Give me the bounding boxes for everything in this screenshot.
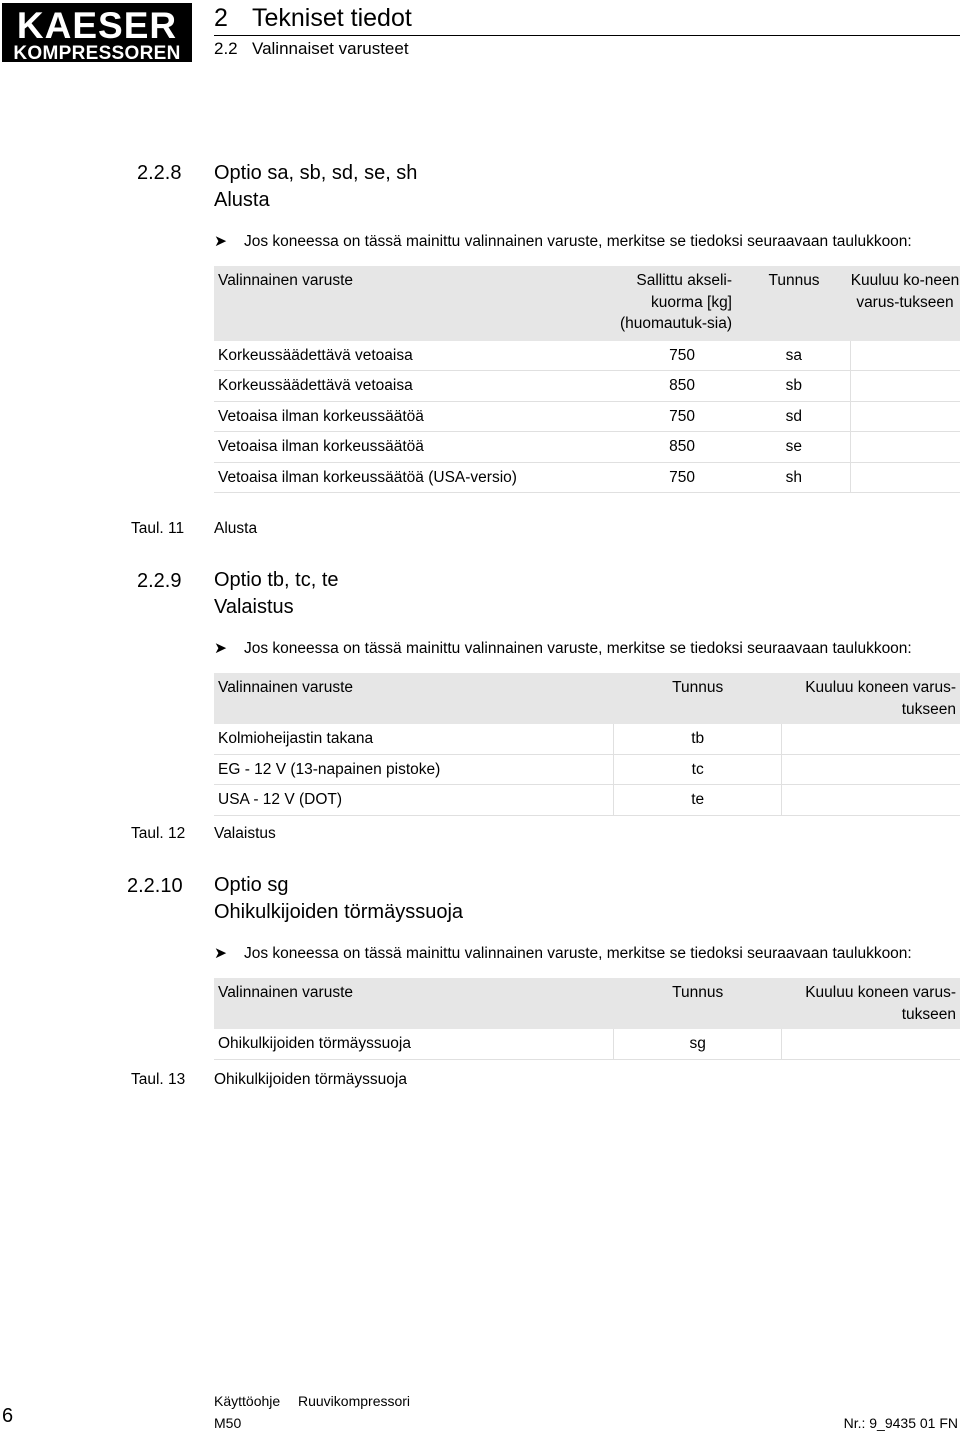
section-2-2-9-title: Optio tb, tc, te Valaistus [214, 569, 339, 618]
header-rule [214, 35, 960, 36]
table-row: Korkeussäädettävä vetoaisa 850 sb [214, 371, 960, 402]
footer-doc-type: Käyttöohje [214, 1393, 281, 1409]
checkbox-cell[interactable] [782, 785, 960, 816]
arrow-icon: ➤ [214, 640, 227, 657]
section-2-2-10-number: 2.2.10 [127, 875, 183, 897]
table-caption-label: Taul. 13 [131, 1071, 186, 1088]
col-header: Sallittu akseli-kuorma [kg] (huomautuk-sia) [618, 266, 738, 341]
section-2-2-10-instruction: ➤ Jos koneessa on tässä mainittu valinnainen varuste, merkitse se tiedoksi seuraavaan taulukkoon: [214, 945, 912, 962]
section-title: Valinnaiset varusteet [252, 39, 409, 58]
table-row: USA - 12 V (DOT) te [214, 785, 960, 816]
col-header: Tunnus [614, 978, 782, 1029]
table-caption-label: Taul. 11 [131, 520, 185, 537]
table-caption-text: Ohikulkijoiden törmäyssuoja [214, 1071, 407, 1088]
chapter-title: Tekniset tiedot [252, 4, 412, 32]
section-2-2-8-instruction: ➤ Jos koneessa on tässä mainittu valinnainen varuste, merkitse se tiedoksi seuraavaan taulukkoon: [214, 233, 912, 250]
kaeser-logo: KAESER KOMPRESSOREN [2, 3, 192, 62]
table-row: Vetoaisa ilman korkeussäätöä 850 se [214, 432, 960, 463]
checkbox-cell[interactable] [850, 462, 960, 493]
arrow-icon: ➤ [214, 233, 227, 250]
checkbox-cell[interactable] [850, 432, 960, 463]
table-valaistus [214, 673, 960, 816]
section-2-2-8-title: Optio sa, sb, sd, se, sh Alusta [214, 162, 418, 211]
col-header: Tunnus [614, 673, 782, 724]
table-caption-label: Taul. 12 [131, 825, 186, 842]
table-alusta [214, 266, 960, 493]
col-header: Valinnainen varuste [214, 978, 614, 1029]
page-number: 6 [2, 1405, 14, 1427]
footer-product: Ruuvikompressori [298, 1393, 411, 1409]
table-row: Ohikulkijoiden törmäyssuoja sg [214, 1029, 960, 1059]
table-row: Korkeussäädettävä vetoaisa 750 sa [214, 341, 960, 371]
chapter-number: 2 [214, 4, 228, 32]
section-2-2-9-instruction: ➤ Jos koneessa on tässä mainittu valinnainen varuste, merkitse se tiedoksi seuraavaan taulukkoon: [214, 640, 912, 657]
col-header: Kuuluu ko-neen varus-tukseen [850, 266, 960, 341]
col-header: Kuuluu koneen varus-tukseen [782, 673, 960, 724]
table-row: EG - 12 V (13-napainen pistoke) tc [214, 754, 960, 785]
checkbox-cell[interactable] [850, 401, 960, 432]
footer-doc-number: Nr.: 9_9435 01 FN [843, 1415, 958, 1431]
col-header: Valinnainen varuste [214, 673, 614, 724]
table-caption-text: Alusta [214, 520, 258, 537]
checkbox-cell[interactable] [782, 754, 960, 785]
section-2-2-8-number: 2.2.8 [137, 162, 182, 184]
section-2-2-9-number: 2.2.9 [137, 570, 182, 592]
table-row: Vetoaisa ilman korkeussäätöä (USA-versio) 750 sh [214, 462, 960, 493]
checkbox-cell[interactable] [850, 371, 960, 402]
checkbox-cell[interactable] [782, 724, 960, 754]
arrow-icon: ➤ [214, 945, 227, 962]
section-number: 2.2 [214, 39, 238, 58]
table-row: Vetoaisa ilman korkeussäätöä 750 sd [214, 401, 960, 432]
col-header: Tunnus [738, 266, 850, 341]
checkbox-cell[interactable] [850, 341, 960, 371]
col-header: Kuuluu koneen varus-tukseen [782, 978, 960, 1029]
footer-model: M50 [214, 1415, 242, 1431]
table-tormayssuoja [214, 978, 960, 1060]
table-caption-text: Valaistus [214, 825, 276, 842]
checkbox-cell[interactable] [782, 1029, 960, 1059]
section-2-2-10-title: Optio sg Ohikulkijoiden törmäyssuoja [214, 874, 464, 923]
col-header: Valinnainen varuste [214, 266, 618, 341]
table-row: Kolmioheijastin takana tb [214, 724, 960, 754]
